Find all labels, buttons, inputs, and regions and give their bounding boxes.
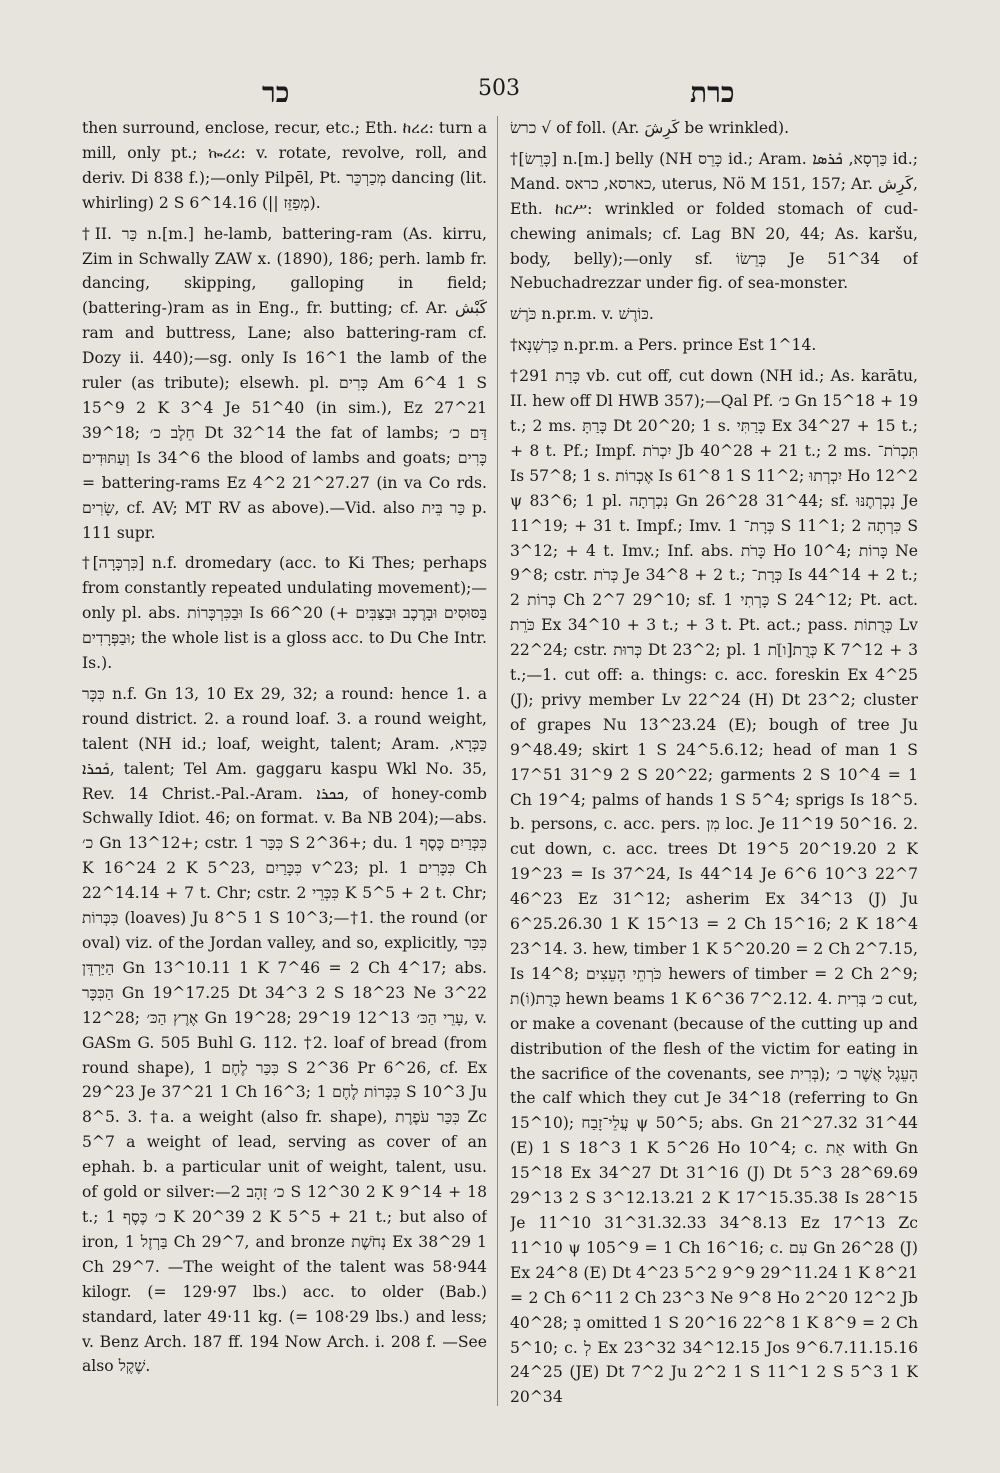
entry-krs-root: כרשׂ √ of foll. (Ar. كَرِشَ be wrinkled). bbox=[510, 119, 790, 137]
entry-karat: †כָּרַת 291 vb. cut off, cut down (NH id.; As. karātu, II. hew off Dl HWB 357);—Qal Pf. כ׳ Gn 15^18 + 19 t.; 2 ms. כָּרַתָּ Dt 20^20; 1 s. כָּרַתִּי Ex 34^27 + 15 t.; + 8 t. Pf.; Impf. יִכְרֹת Jb 40^28 + 21 t.; 2 ms. תִּכְרֹת־ Is 57^8; 1 s. אֶכְרוֹת Is 61^8 1 S 11^2; יִכְרְתוּ Ho 12^2 ψ 83^6; 1 pl. נִכְרְתָה Gn 26^28 31^44; sf. נִכְרְתֶנּוּ Je 11^19; + 31 t. Impf.; Imv. כְּרָת־ 1 S 11^1; כִּרְתָה 2 S 3^12; + 4 t. Imv.; Inf. abs. כָּרֹת Ho 10^4; כָּרוֹת Ne 9^8; cstr. כְּרֹת Je 34^8 + 2 t.; כְּרָת־ Is 44^14 + 2 t.; כְּרוֹת 2 Ch 2^7 29^10; sf. כָּרְתִי 1 S 24^12; Pt. act. כֹּרֵת Ex 34^10 + 3 t.; + 3 t. Pt. act.; pass. כְּרֻתוֹת Lv 22^24; cstr. כְּרוּת Dt 23^2; pl. כְּרֻת[ו]ֹת 1 K 7^12 + 3 t.;—1. cut off: a. things: c. acc. foreskin Ex 4^25 (J); privy member Lv 22^24 (H) Dt 23^2; cluster of grapes Nu 13^23.24 (E); bough of tree Ju 9^48.49; skirt 1 S 24^5.6.12; head of man 1 S 17^51 31^9 2 S 20^22; garments 2 S 10^4 = 1 Ch 19^4; palms of hands 1 S 5^4; sprigs Is 18^5. b. persons, c. acc. pers. מִן loc. Je 11^19 50^16. 2. cut down, c. acc. trees Dt 19^5 20^19.20 2 K 19^23 = Is 37^24, Is 44^14 Je 6^6 10^3 22^7 46^23 Ez 31^12; asherim Ex 34^13 (J) Ju 6^25.26.30 1 K 15^13 = 2 Ch 15^16; 2 K 18^4 23^14. 3. hew, timber 1 K 5^20.20 = 2 Ch 2^7.15, Is 14^8; כֹּרְתֵי הָעֵצִים hewers of timber = 2 Ch 2^9; כְּרֻת(וֹ)ת hewn beams 1 K 6^36 7^2.12. 4. כ׳ בְּרִית cut, or make a covenant (because of the cutting up and distribution of the flesh of the victim for eating in the sacrifice of the covenants, see בְּרִית); הָעֵגֶל אֲשֶׁר כ׳ the calf which they cut Je 34^18 (referring to Gn 15^10); עֲלֵי־זָבַח ψ 50^5; abs. Gn 21^27.32 31^44 (E) 1 S 18^3 1 K 5^26 Ho 10^4; c. אֵת with Gn 15^18 Ex 34^27 Dt 31^16 (J) Dt 5^3 28^69.69 29^13 2 S 3^12.13.21 2 K 17^15.35.38 Is 28^15 Je 11^10 31^31.32.33 34^8.13 Ez 17^13 Zc 11^10 ψ 105^9 = 1 Ch 16^16; c. עִם Gn 26^28 (J) Ex 24^8 (E) Dt 4^23 5^2 9^9 29^11.24 1 K 8^21 = 2 Ch 6^11 2 Ch 23^3 Ne 9^8 Ho 2^20 12^2 Jb 40^28; בְּ omitted 1 S 20^16 22^8 1 K 8^9 = 2 Ch 5^10; c. לְ Ex 23^32 34^12.15 Jos 9^6.7.11.15.16 24^25 (JE) Dt 7^2 Ju 2^2 1 S 11^1 2 S 5^3 1 K 20^34 bbox=[510, 367, 918, 1407]
entry-kikkar: כִּכָּר n.f. Gn 13, 10 Ex 29, 32; a round: hence 1. a round district. 2. a round loaf. 3. a round weight, talent (NH id.; loaf, weight, talent; Aram. כַּכְּרָא, ܟܰܟܪܐ, talent; Tel Am. gaggaru kaspu Wkl No. 35, Rev. 14 Christ.-Pal.-Aram. ܟܟܪܐ, of honey-comb Schwally Idiot. 46; on format. v. Ba NB 204);—abs. כ׳ Gn 13^12+; cstr. כִּכַּר 1 S 2^36+; du. כִּכְּרַיִם כֶּסֶף 1 K 16^24 2 K 5^23, כִּכָּרַיִם v^23; pl. כִּכָּרִים 1 Ch 22^14.14 + 7 t. Chr; cstr. כִּכְּרֵי 2 K 5^5 + 2 t. Chr; כִּכְּרוֹת (loaves) Ju 8^5 1 S 10^3;—†1. the round (or oval) viz. of the Jordan valley, and so, explicitly, כִּכַּר הַיַּרְדֵּן Gn 13^10.11 1 K 7^46 = 2 Ch 4^17; abs. הַכִּכָּר Gn 19^17.25 Dt 34^3 2 S 18^23 Ne 3^22 12^28; אֶרֶץ הַכּ׳ Gn 19^28; עָרֵי הַכּ׳ 13^12 19^29, v. GASm G. 505 Buhl G. 112. †2. loaf of bread (from round shape), כִּכַּר לֶחֶם 1 S 2^36 Pr 6^26, cf. Ex 29^23 Je 37^21 1 Ch 16^3; כִּכְּרוֹת לֶחֶם 1 S 10^3 Ju 8^5. 3. †a. a weight (also fr. shape), כִּכַּר עֹפֶרֶת Zc 5^7 a weight of lead, serving as cover of an ephah. b. a particular unit of weight, talent, usu. of gold or silver:—כ׳ זָהָב 2 S 12^30 2 K 9^14 + 18 t.; כ׳ כֶּסֶף 1 K 20^39 2 K 5^5 + 21 t.; but also of iron, בַּרְזֶל 1 Ch 29^7, and bronze נְחֹשֶׁת Ex 38^29 1 Ch 29^7. —The weight of the talent was 58·944 kilogr. (= 129·97 lbs.) acc. to older (Bab.) standard, later 49·11 kg. (= 108·29 lbs.) and less; v. Benz Arch. 187 ff. 194 Now Arch. i. 208 f. —See also שֶׁקֶל. bbox=[82, 684, 487, 1376]
page-number: 503 bbox=[478, 76, 520, 101]
header-right-word: כרת bbox=[690, 76, 735, 109]
entry-koresh: כֹּרֶשׁ n.pr.m. v. כּוֹרֶשׁ. bbox=[510, 305, 654, 324]
right-column bbox=[510, 116, 918, 1433]
left-column bbox=[82, 116, 487, 1433]
entry-continuation: then surround, enclose, recur, etc.; Eth. ከረረ: turn a mill, only pt.; ኰረረ: v. rotate, revolve, roll, and deriv. Di 838 f.);—only Pilpēl, Pt. מְכַרְכֵּר dancing (lit. whirling) 2 S 6^14.16 (|| מְפַזֵּז). bbox=[82, 119, 487, 212]
running-header bbox=[0, 70, 1000, 110]
entry-keres: †[כָּרֵשׂ] n.[m.] belly (NH כָּרֵס id.; Aram. כַּרְסָא, ܟܰܪܣܐ id.; Mand. כארסא, כראס, uterus, Nö M 151, 157; Ar. كَرِش, Eth. ከርሥ: wrinkled or folded stomach of cud-chewing animals; cf. Lag BN 20, 44; As. karšu, body, belly);—only sf. כְּרֵשׂוֹ Je 51^34 of Nebuchadrezzar under fig. of sea-monster. bbox=[510, 149, 918, 293]
column-divider bbox=[497, 116, 498, 1406]
entry-karshena: †כַּרְשְׁנָא n.pr.m. a Pers. prince Est 1^14. bbox=[510, 336, 817, 355]
entry-kirkarah: †[כִּרְכָּרָה] n.f. dromedary (acc. to Ki Thes; perhaps from constantly repeated undulating movement);—only pl. abs. וּבַכִּרְכָּרוֹת Is 66^20 (+ בַּסּוּסִים וּבָרֶכֶב וּבַצַּבִּים וּבַפְּרָדִים; the whole list is a gloss acc. to Du Che Intr. Is.). bbox=[82, 554, 487, 673]
header-left-word: כר bbox=[262, 76, 290, 109]
entry-kar-lamb: †II. כַּר n.[m.] he-lamb, battering-ram (As. kirru, Zim in Schwally ZAW x. (1890), 186; perh. lamb fr. dancing, skipping, galloping in field; (battering-)ram as in Eng., fr. butting; cf. Ar. كَبْش ram and buttress, Lane; also battering-ram cf. Dozy ii. 440);—sg. only Is 16^1 the lamb of the ruler (as tribute); elsewh. pl. כָּרִים Am 6^4 1 S 15^9 2 K 3^4 Je 51^40 (in sim.), Ez 27^21 39^18; חֵלֶב כ׳ Dt 32^14 the fat of lambs; דַּם כ׳ וְעַתּוּדִים Is 34^6 the blood of lambs and goats; כָּרִים = battering-rams Ez 4^2 21^27.27 (in va Co rds. שָׂרִים, cf. AV; MT RV as above).—Vid. also כַּר בֵּית p. 111 supr. bbox=[82, 224, 487, 542]
